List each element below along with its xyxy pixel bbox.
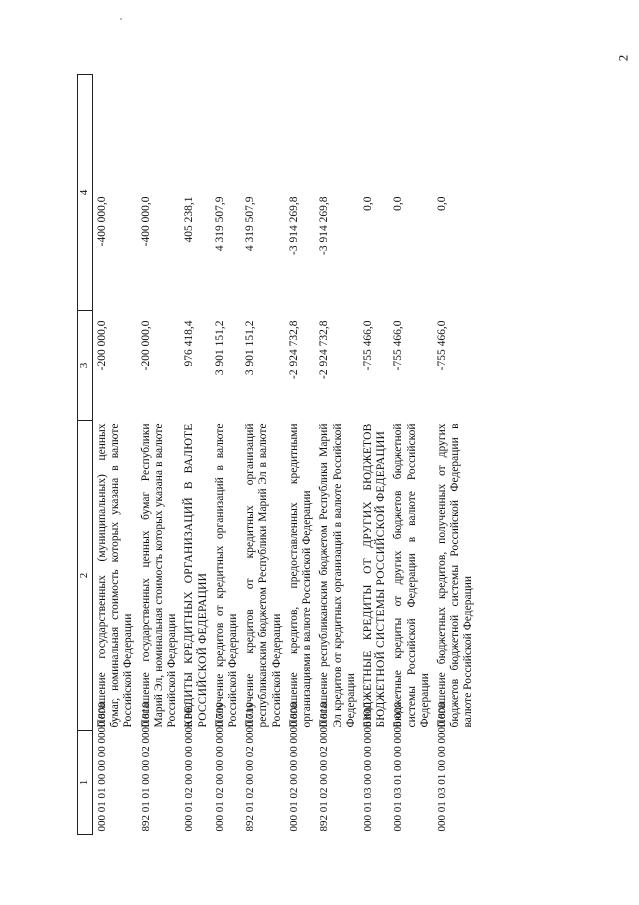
value-col-4: -3 914 269,8 <box>287 196 300 255</box>
value-col-3: -755 466,0 <box>361 320 374 371</box>
row-description: Бюджетные кредиты от других бюджетов бюджетной системы Российской Федерации в валюте Российской Федерации <box>392 423 431 728</box>
table-row <box>317 75 361 835</box>
value-col-3: -755 466,0 <box>392 320 405 371</box>
budget-code: 000 01 02 00 00 00 0000 000 <box>183 702 196 832</box>
table-row <box>213 75 243 835</box>
row-description: Погашение государственных ценных бумаг Республики Марий Эл, номинальная стоимость которых указана в валюте Российской Федерации <box>139 423 179 728</box>
header-col-4: 4 <box>78 75 93 311</box>
value-col-4: -400 000,0 <box>96 196 108 247</box>
value-col-4: -3 914 269,8 <box>318 196 331 255</box>
budget-code: 000 01 03 01 00 00 0000 800 <box>436 702 449 832</box>
scan-speck <box>120 18 122 20</box>
row-description: Погашение государственных (муниципальных) ценных бумаг, номинальная стоимость которых указана в валюте Российской Федерации <box>96 423 135 728</box>
value-col-3: -200 000,0 <box>96 320 108 371</box>
value-col-3: 3 901 151,2 <box>244 320 257 376</box>
value-col-4: 0,0 <box>436 196 449 211</box>
budget-code: 892 01 02 00 00 02 0000 710 <box>244 702 257 832</box>
budget-code: 000 01 02 00 00 00 0000 800 <box>287 702 300 832</box>
table-row <box>287 75 317 835</box>
sources-table <box>77 74 479 835</box>
table-row <box>182 75 212 835</box>
table-row <box>391 75 435 835</box>
table-row <box>243 75 287 835</box>
row-description: Получение кредитов от кредитных организаций республиканским бюджетом Республики Марий Эл в валюте Российской Федерации <box>244 423 283 728</box>
value-col-3: -755 466,0 <box>436 320 449 371</box>
value-col-4: 0,0 <box>361 196 374 211</box>
sources-table-rotated <box>77 75 547 835</box>
value-col-3: -2 924 732,8 <box>287 320 300 379</box>
table-row <box>93 75 139 835</box>
header-col-3: 3 <box>78 311 93 421</box>
table-row <box>361 75 391 835</box>
value-col-4: 4 319 507,9 <box>244 196 257 252</box>
header-col-2: 2 <box>78 421 93 731</box>
value-col-3: -200 000,0 <box>139 320 152 371</box>
budget-code: 892 01 01 00 00 02 0000 810 <box>139 702 152 832</box>
header-col-1: 1 <box>78 731 93 835</box>
row-description: Погашение кредитов, предоставленных кредитными организациями в валюте Российской Федерации <box>287 423 314 728</box>
budget-code: 000 01 02 00 00 00 0000 700 <box>213 702 226 832</box>
budget-code: 892 01 02 00 00 02 0000 810 <box>318 702 331 832</box>
value-col-4: 405 238,1 <box>183 196 196 243</box>
row-description: Получение кредитов от кредитных организаций в валюте Российской Федерации <box>213 423 239 728</box>
row-description: Погашение республиканским бюджетом Республики Марий Эл кредитов от кредитных организаций в валюте Российской Федерации <box>318 423 357 728</box>
row-description: БЮДЖЕТНЫЕ КРЕДИТЫ ОТ ДРУГИХ БЮДЖЕТОВ БЮДЖЕТНОЙ СИСТЕМЫ РОССИЙСКОЙ ФЕДЕРАЦИИ <box>361 423 388 728</box>
budget-code: 000 01 01 00 00 00 0000 800 <box>96 702 108 832</box>
value-col-3: 3 901 151,2 <box>213 320 226 376</box>
budget-code: 000 01 03 00 00 00 0000 000 <box>361 702 374 832</box>
header-row <box>78 75 93 835</box>
row-description: Погашение бюджетных кредитов, полученных от других бюджетов бюджетной системы Российской Федерации в валюте Российской Федерации <box>436 423 475 728</box>
value-col-4: 4 319 507,9 <box>213 196 226 252</box>
value-col-3: -2 924 732,8 <box>318 320 331 379</box>
page-number: 2 <box>615 54 631 62</box>
value-col-4: -400 000,0 <box>139 196 152 247</box>
value-col-3: 976 418,4 <box>183 320 196 367</box>
row-description: КРЕДИТЫ КРЕДИТНЫХ ОРГАНИЗАЦИЙ В ВАЛЮТЕ РОССИЙСКОЙ ФЕДЕРАЦИИ <box>183 423 209 728</box>
value-col-4: 0,0 <box>392 196 405 211</box>
budget-code: 000 01 03 01 00 00 0000 000 <box>392 702 405 832</box>
table-row <box>139 75 183 835</box>
table-row <box>435 75 479 835</box>
